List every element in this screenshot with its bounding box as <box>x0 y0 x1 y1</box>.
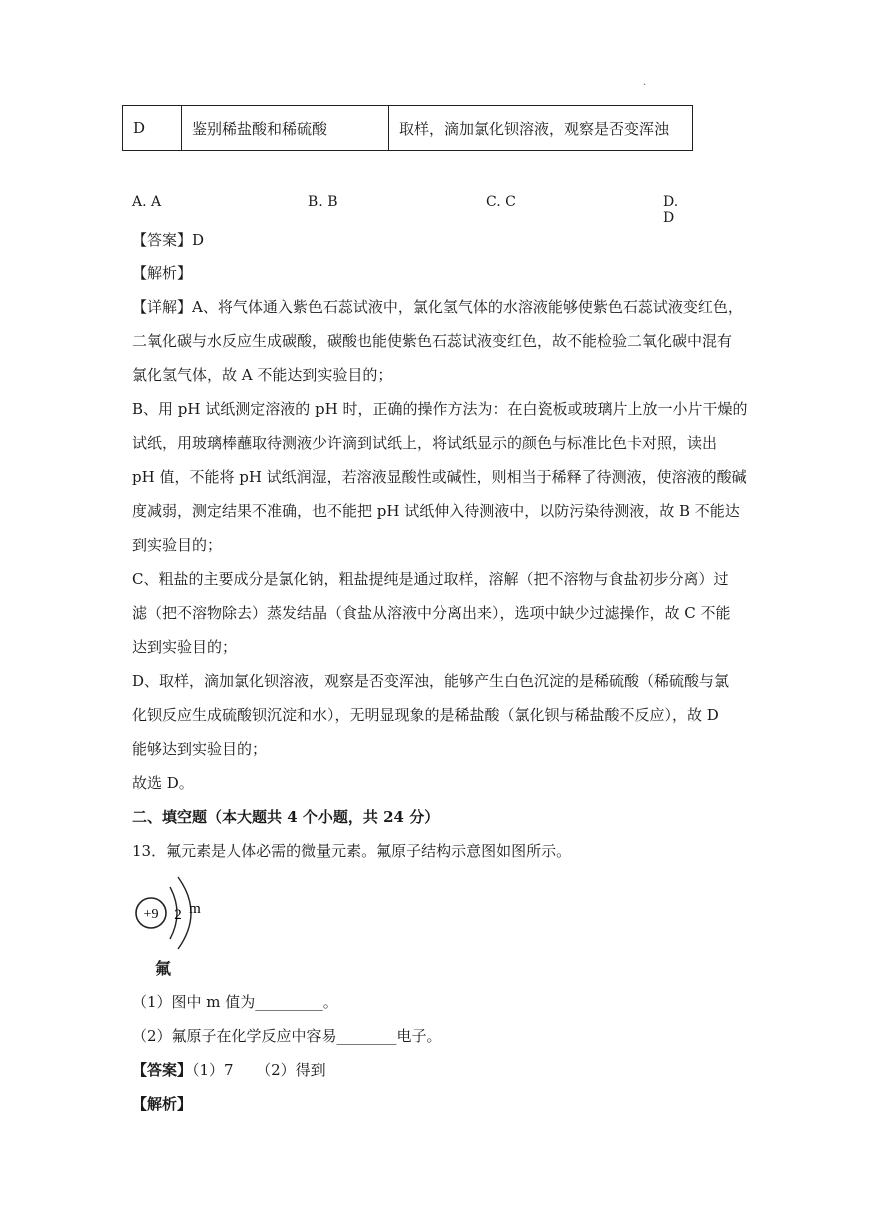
choice-d: D. D <box>663 194 679 226</box>
detail-line: 化钡反应生成硫酸钡沉淀和水），无明显现象的是稀盐酸（氯化钡与稀盐酸不反应），故 D <box>132 706 719 724</box>
answer-text: （1）7 （2）得到 <box>192 1061 326 1079</box>
answer-13 <box>132 1059 326 1080</box>
answer-tag: 【答案】 <box>132 1061 193 1079</box>
analysis-heading: 【解析】 <box>132 264 193 282</box>
answer-choices <box>132 194 692 226</box>
detail-line: pH 值，不能将 pH 试纸润湿，若溶液显酸性或碱性，则相当于稀释了待测液，使溶液的酸碱 <box>132 468 747 486</box>
row-method: 取样，滴加氯化钡溶液，观察是否变浑浊 <box>389 106 693 151</box>
row-label: D <box>123 106 182 151</box>
shell-1-count: 2 <box>174 907 182 923</box>
detail-line: 故选 D。 <box>132 774 194 792</box>
detail-line: 二氧化碳与水反应生成碳酸，碳酸也能使紫色石蕊试液变红色，故不能检验二氧化碳中混有 <box>132 332 733 350</box>
detail-line: D、取样，滴加氯化钡溶液，观察是否变浑浊，能够产生白色沉淀的是稀硫酸（稀硫酸与氯 <box>132 672 730 690</box>
section-title: 二、填空题（本大题共 4 个小题，共 24 分） <box>132 808 440 826</box>
detail-line: 能够达到实验目的； <box>132 740 268 758</box>
table-row <box>123 106 693 151</box>
fluorine-atom-diagram <box>132 873 222 953</box>
detail-line: 氯化氢气体，故 A 不能达到实验目的； <box>132 366 393 384</box>
detail-line: 到实验目的； <box>132 536 223 554</box>
choice-c: C. C <box>486 194 516 210</box>
choice-b: B. B <box>308 194 338 210</box>
detail-line: 试纸，用玻璃棒蘸取待测液少许滴到试纸上，将试纸显示的颜色与标准比色卡对照，读出 <box>132 434 718 452</box>
detail-line: B、用 pH 试纸测定溶液的 pH 时，正确的操作方法为：在白瓷板或玻璃片上放一小片干燥的 <box>132 400 748 418</box>
detail-line: 【详解】A、将气体通入紫色石蕊试液中，氯化氢气体的水溶液能够使紫色石蕊试液变红色， <box>132 298 743 316</box>
detail-line: 度减弱，测定结果不准确，也不能把 pH 试纸伸入待测液中，以防污染待测液，故 B 不能达 <box>132 502 740 520</box>
detail-line: 达到实验目的； <box>132 638 238 656</box>
detail-line: 滤（把不溶物除去）蒸发结晶（食盐从溶液中分离出来），选项中缺少过滤操作，故 C 不能 <box>132 604 731 622</box>
page-mark: · <box>643 80 647 91</box>
detail-line: C、粗盐的主要成分是氯化钠，粗盐提纯是通过取样，溶解（把不溶物与食盐初步分离）过 <box>132 570 729 588</box>
sub-question-1: （1）图中 m 值为_________。 <box>132 993 338 1011</box>
choice-a: A. A <box>132 194 162 210</box>
diagram-caption: 氟 <box>155 959 172 978</box>
nucleus-charge: +9 <box>143 907 159 922</box>
sub-question-2: （2）氟原子在化学反应中容易________电子。 <box>132 1027 442 1045</box>
shell-2-count: m <box>189 901 201 917</box>
row-task: 鉴别稀盐酸和稀硫酸 <box>182 106 389 151</box>
question-13: 13．氟元素是人体必需的微量元素。氟原子结构示意图如图所示。 <box>132 842 572 860</box>
option-table <box>122 105 693 151</box>
answer-12: 【答案】D <box>132 231 205 249</box>
analysis-heading-2: 【解析】 <box>132 1095 193 1113</box>
